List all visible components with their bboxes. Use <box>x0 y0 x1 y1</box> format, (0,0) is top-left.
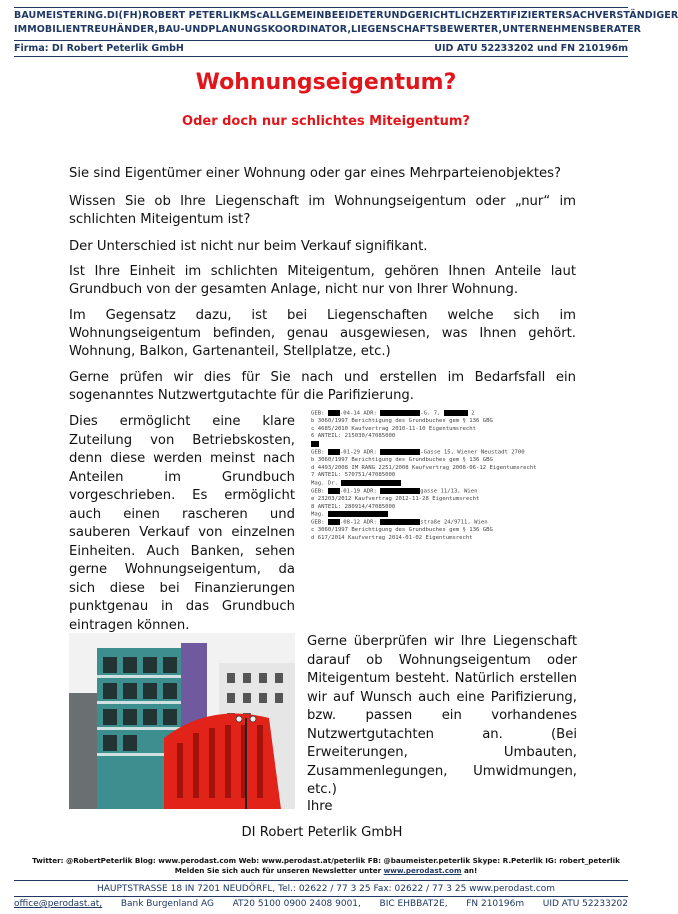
footer-bank-item: UID ATU 52233202 <box>542 899 628 909</box>
footer-bank-item[interactable]: office@perodast.at, <box>14 899 103 909</box>
letterhead-line-2-word: BAU- <box>158 24 185 35</box>
redaction-block <box>328 519 340 525</box>
redaction-block <box>328 410 340 416</box>
building-illustration <box>69 633 295 809</box>
redaction-block <box>328 488 340 494</box>
land-register-text: c 3060/1997 Berichtigung des Grundbuches gem § 136 GBG <box>311 527 493 534</box>
letterhead-line-1-word: ING. <box>83 10 107 21</box>
land-register-text: -01-29 ADR: <box>339 449 381 456</box>
land-register-text: b 3060/1997 Berichtigung des Grundbuches gem § 136 GBG <box>311 418 493 425</box>
page-title: Wohnungseigentum? <box>195 70 457 95</box>
footer-social-links: Twitter: @RobertPeterlik Blog: www.perodast.com Web: www.perodast.at/peterlik FB: @baumeister.peterlik Skype: R.Peterlik IG: robert_peterlik <box>32 856 620 865</box>
footer-bank-item: BIC EHBBAT2E, <box>379 899 448 909</box>
letterhead-line-1-word: GERICHTLICH <box>407 10 480 21</box>
land-register-text: 2 <box>467 410 475 417</box>
letterhead-line-2-word: PLANUNGSKOORDINATOR, <box>208 24 352 35</box>
land-register-line <box>311 441 581 449</box>
redaction-block <box>341 480 401 486</box>
redaction-block <box>328 449 340 455</box>
paragraph-5: Im Gegensatz dazu, ist bei Liegenschaften welche sich im Wohnungseigentum befinden, genau ausgewiesen, was Ihnen gehört. Wohnung, Balkon, Gartenanteil, Stellplatze, etc.) <box>69 308 576 359</box>
land-register-line <box>311 488 581 496</box>
land-register-text: 7 ANTEIL: 570751/47085000 <box>311 472 396 479</box>
footer-address: HAUPTSTRASSE 18 IN 7201 NEUDÖRFL, Tel.: 02622 / 77 3 25 Fax: 02622 / 77 3 25 www.perodast.com <box>96 884 556 894</box>
letterhead-line-1-word: UND <box>383 10 408 21</box>
right-column-text: Gerne überprüfen wir Ihre Liegenschaft darauf ob Wohnungseigentum oder Miteigentum besteht. Natürlich erstellen wir auf Wunsch auch eine Parifizierung, bzw. passen ein vorhandenes Nutzwertgutachten an. (Bei Erweiterungen, Umbauten, Zusammenlegungen, Umwidmungen, etc.) <box>307 634 577 797</box>
land-register-text: d 617/2014 Kaufvertrag 2014-01-02 Eigentumsrecht <box>311 535 473 541</box>
firm-line <box>14 43 628 54</box>
left-column-text: Dies ermöglicht eine klare Zuteilung von Betriebskosten, denn diese werden meinst nach Anteilen im Grundbuch vorgeschrieben. Es ermöglicht auch einen rascheren und sauberen Verkauf von einzelnen Einheiten. Auch Banken, sehen gerne Wohnungseigentum, da sich diese bei Finanzierungen punktgenau in das Grundbuch eintragen können. <box>69 414 295 633</box>
land-register-text: GEB: <box>311 410 328 417</box>
firm-name: Firma: DI Robert Peterlik GmbH <box>14 43 184 54</box>
letterhead-line-1-word: BEEIDETER <box>324 10 384 21</box>
land-register-text: c 4685/2010 Kaufvertrag 2010-11-10 Eigentumsrecht <box>311 425 477 432</box>
letterhead-line-1-word: ALLGEMEIN <box>262 10 325 21</box>
redaction-block <box>311 441 319 447</box>
land-register-line <box>311 426 581 434</box>
letterhead-line-1 <box>14 10 678 21</box>
paragraph-3: Der Unterschied ist nicht nur beim Verkauf signifikant. <box>69 239 428 254</box>
footer-newsletter-end: an! <box>461 866 478 875</box>
land-register-excerpt <box>311 410 581 610</box>
land-register-text: e 23203/2012 Kaufvertrag 2012-11-28 Eigentumsrecht <box>311 496 480 503</box>
land-register-text: 6 ANTEIL: 215030/47085000 <box>311 433 396 440</box>
footer-bank-item: FN 210196m <box>466 899 525 909</box>
paragraph-2: Wissen Sie ob Ihre Liegenschaft im Wohnungseigentum oder „nur“ im schlichten Miteigentum ist? <box>69 194 576 227</box>
letterhead-line-1-word: BAUMEISTER <box>14 10 84 21</box>
land-register-text: -Gasse 15, Wiener Neustadt 2700 <box>420 449 525 456</box>
land-register-line <box>311 511 581 519</box>
letterhead-line-1-word: MSc <box>240 10 263 21</box>
header-top-rule <box>14 7 628 8</box>
footer-newsletter-text: Melden Sie sich auch für unseren Newsletter unter <box>174 866 384 875</box>
land-register-line <box>311 410 581 418</box>
footer-bank <box>14 899 628 909</box>
redaction-block <box>380 449 420 455</box>
building-photo <box>69 633 295 809</box>
header-bottom-rule <box>14 56 628 57</box>
redaction-block <box>380 488 420 494</box>
letterhead <box>14 10 678 35</box>
paragraph-1: Sie sind Eigentümer einer Wohnung oder gar eines Mehrparteienobjektes? <box>69 166 562 181</box>
land-register-text: straße 24/9711, Wien <box>420 519 488 526</box>
land-register-line <box>311 472 581 480</box>
land-register-text: -01-19 ADR: <box>339 488 381 495</box>
page-subtitle: Oder doch nur schlichtes Miteigentum? <box>182 114 470 129</box>
land-register-line <box>311 457 581 465</box>
land-register-text: -G. 7, <box>420 410 444 417</box>
redaction-block <box>444 410 468 416</box>
header-mid-rule <box>14 40 628 41</box>
letterhead-line-2-word: UNTERNEHMENSBERATER <box>502 24 642 35</box>
paragraph-4: Ist Ihre Einheit im schlichten Miteigentum, gehören Ihnen Anteile laut Grundbuch von der gesamten Anlage, nicht nur von Ihrer Wohnung. <box>69 264 576 297</box>
land-register-text: gasse 11/13, Wien <box>420 488 478 495</box>
land-register-text: Mag. Dr. <box>311 480 342 487</box>
land-register-line <box>311 465 581 473</box>
letterhead-line-2-word: IMMOBILIENTREUHÄNDER, <box>14 24 159 35</box>
footer-mid-rule <box>14 896 628 897</box>
redaction-block <box>380 410 420 416</box>
letterhead-line-2-word: UND <box>184 24 209 35</box>
land-register-line <box>311 519 581 527</box>
land-register-line <box>311 433 581 441</box>
land-register-line <box>311 480 581 488</box>
firm-uid: UID ATU 52233202 und FN 210196m <box>434 43 628 54</box>
land-register-text: -04-14 ADR: <box>339 410 381 417</box>
land-register-line <box>311 449 581 457</box>
land-register-text: d 4493/2008 IM RANG 2251/2008 Kaufvertrag 2008-06-12 Eigentumsrecht <box>311 464 537 471</box>
closing-text: Ihre <box>307 799 333 814</box>
land-register-line <box>311 418 581 426</box>
land-register-text: b 3060/1997 Berichtigung des Grundbuches gem § 136 GBG <box>311 457 493 464</box>
land-register-text: Mag. <box>311 511 328 518</box>
footer-top-rule <box>14 880 628 881</box>
land-register-line <box>311 496 581 504</box>
land-register-text: GEB: <box>311 519 328 526</box>
land-register-line <box>311 527 581 535</box>
footer-social <box>0 856 652 876</box>
land-register-text: GEB: <box>311 449 328 456</box>
signature: DI Robert Peterlik GmbH <box>241 825 403 840</box>
newsletter-link[interactable]: www.perodast.com <box>383 866 462 875</box>
land-register-line <box>311 535 581 543</box>
paragraph-6: Gerne prüfen wir dies für Sie nach und erstellen im Bedarfsfall ein sogenanntes Nutzwertgutachte für die Parifizierung. <box>69 370 576 403</box>
footer-newsletter <box>0 866 652 876</box>
letterhead-line-2-word: LIEGENSCHAFTSBEWERTER, <box>351 24 503 35</box>
letterhead-line-2 <box>14 24 642 35</box>
letterhead-line-1-word: SACHVERSTÄNDIGER <box>565 10 678 21</box>
footer-bank-item: Bank Burgenland AG <box>120 899 214 909</box>
letterhead-line-1-word: DI(FH) <box>106 10 143 21</box>
land-register-text: GEB: <box>311 488 328 495</box>
letterhead-line-1-word: ROBERT PETERLIK <box>142 10 241 21</box>
land-register-line <box>311 504 581 512</box>
letterhead-line-1-word: ZERTIFIZIERTER <box>479 10 566 21</box>
land-register-text: 8 ANTEIL: 280914/47085000 <box>311 503 396 510</box>
land-register-text: -08-12 ADR: <box>339 519 381 526</box>
footer-bank-item: AT20 5100 0900 2408 9001, <box>232 899 361 909</box>
redaction-block <box>380 519 420 525</box>
redaction-block <box>328 511 388 517</box>
